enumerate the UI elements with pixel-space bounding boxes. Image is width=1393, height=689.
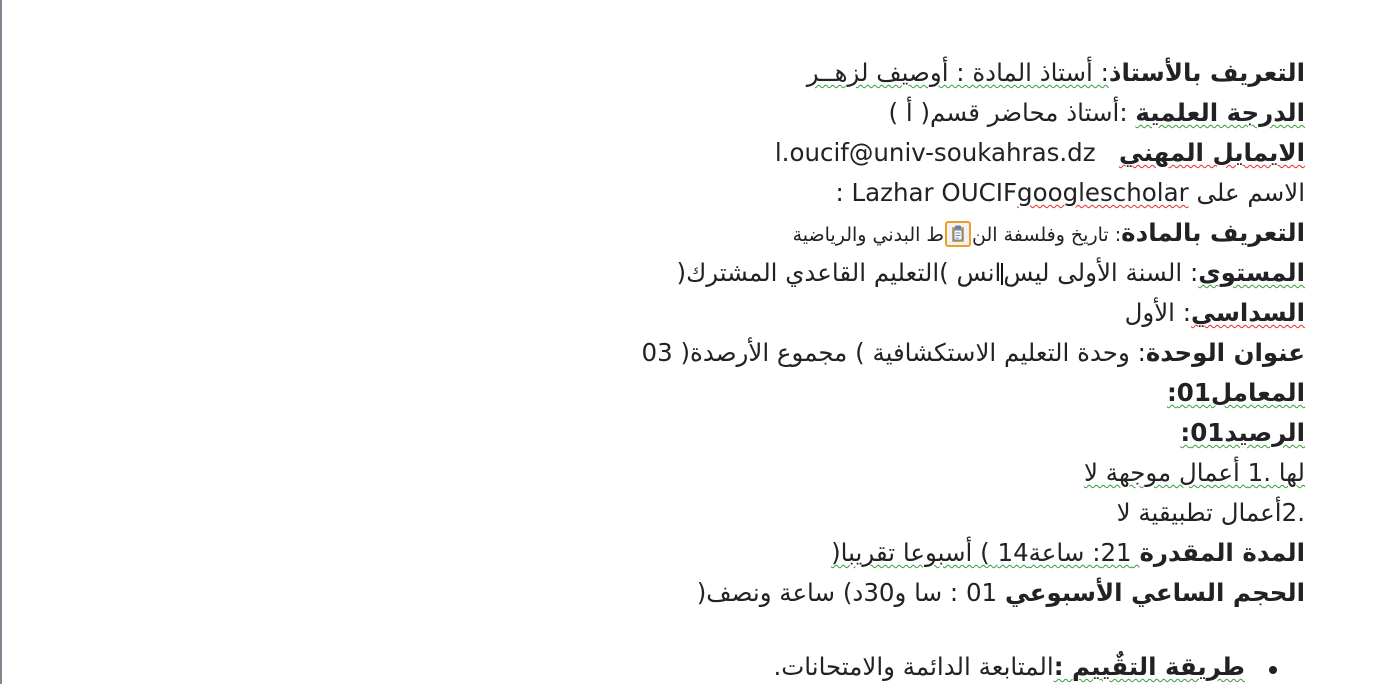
document-body[interactable]	[255, 55, 1305, 689]
scholar-prefix: الاسم على	[1188, 178, 1305, 207]
coefficient-label: المعامل01:	[1166, 378, 1305, 407]
line-tutorials[interactable]	[255, 455, 1305, 495]
line-email[interactable]	[255, 135, 1305, 175]
email-value: l.oucif@univ-soukahras.dz	[774, 138, 1096, 167]
teacher-label: التعريف بالأستاذ	[1108, 58, 1305, 87]
unit-value: : وحدة التعليم الاستكشافية ) مجموع الأرصدة( 03	[641, 338, 1146, 367]
weekly-label: الحجم الساعي الأسبوعي	[1004, 578, 1305, 607]
line-level[interactable]	[255, 255, 1305, 295]
line-coefficient[interactable]	[255, 375, 1305, 415]
degree-label: الدرجة العلمية	[1135, 98, 1305, 127]
line-duration[interactable]	[255, 535, 1305, 575]
line-teacher[interactable]	[255, 55, 1305, 95]
line-evaluation[interactable]	[255, 649, 1305, 689]
line-credit[interactable]	[255, 415, 1305, 455]
line-practicals[interactable]	[255, 495, 1305, 535]
email-label: الايمايل المهني	[1118, 138, 1305, 167]
tutorials-text: لها .1 أعمال موجهة لا	[1084, 458, 1305, 487]
subject-value-b: ط البدني والرياضية	[792, 224, 944, 246]
paragraph-gap	[255, 615, 1305, 649]
subject-label: التعريف بالمادة	[1121, 218, 1305, 247]
evaluation-value: المتابعة الدائمة والامتحانات.	[773, 652, 1054, 681]
paste-clipboard-icon[interactable]	[945, 221, 971, 247]
line-unit[interactable]	[255, 335, 1305, 375]
duration-label: المدة المقدرة	[1139, 538, 1305, 567]
bullet-dot	[1269, 666, 1277, 674]
level-label: المستوى	[1198, 258, 1305, 287]
level-value-a: : السنة الأولى ليس	[1003, 258, 1199, 287]
scholar-word: googlescholar	[1017, 178, 1189, 207]
semester-label: السداسي	[1191, 298, 1305, 327]
level-value-b: انس )التعليم القاعدي المشترك(	[676, 258, 1002, 287]
line-semester[interactable]	[255, 295, 1305, 335]
unit-label: عنوان الوحدة	[1145, 338, 1305, 367]
scholar-name: : Lazhar OUCIF	[835, 178, 1018, 207]
line-weekly[interactable]	[255, 575, 1305, 615]
line-degree[interactable]	[255, 95, 1305, 135]
subject-value-a: : تاريخ وفلسفة الن	[972, 224, 1122, 246]
weekly-value: 01 : سا و30د) ساعة ونصف(	[696, 578, 1005, 607]
credit-label: الرصيد01:	[1180, 418, 1305, 447]
evaluation-label: طريقة التقٌييم :	[1053, 652, 1245, 681]
practicals-text: .2أعمال تطبيقية لا	[1116, 498, 1305, 527]
teacher-value: : أستاذ المادة : أوصيف لزهــر	[806, 58, 1109, 87]
page-left-edge	[0, 0, 2, 684]
line-scholar[interactable]	[255, 175, 1305, 215]
duration-value: 21: ساعة14 ) أسبوعا تقريبا(	[831, 538, 1140, 567]
line-subject[interactable]	[255, 215, 1305, 255]
semester-value: : الأول	[1124, 298, 1192, 327]
degree-value: :أستاذ محاضر قسم( أ )	[888, 98, 1136, 127]
